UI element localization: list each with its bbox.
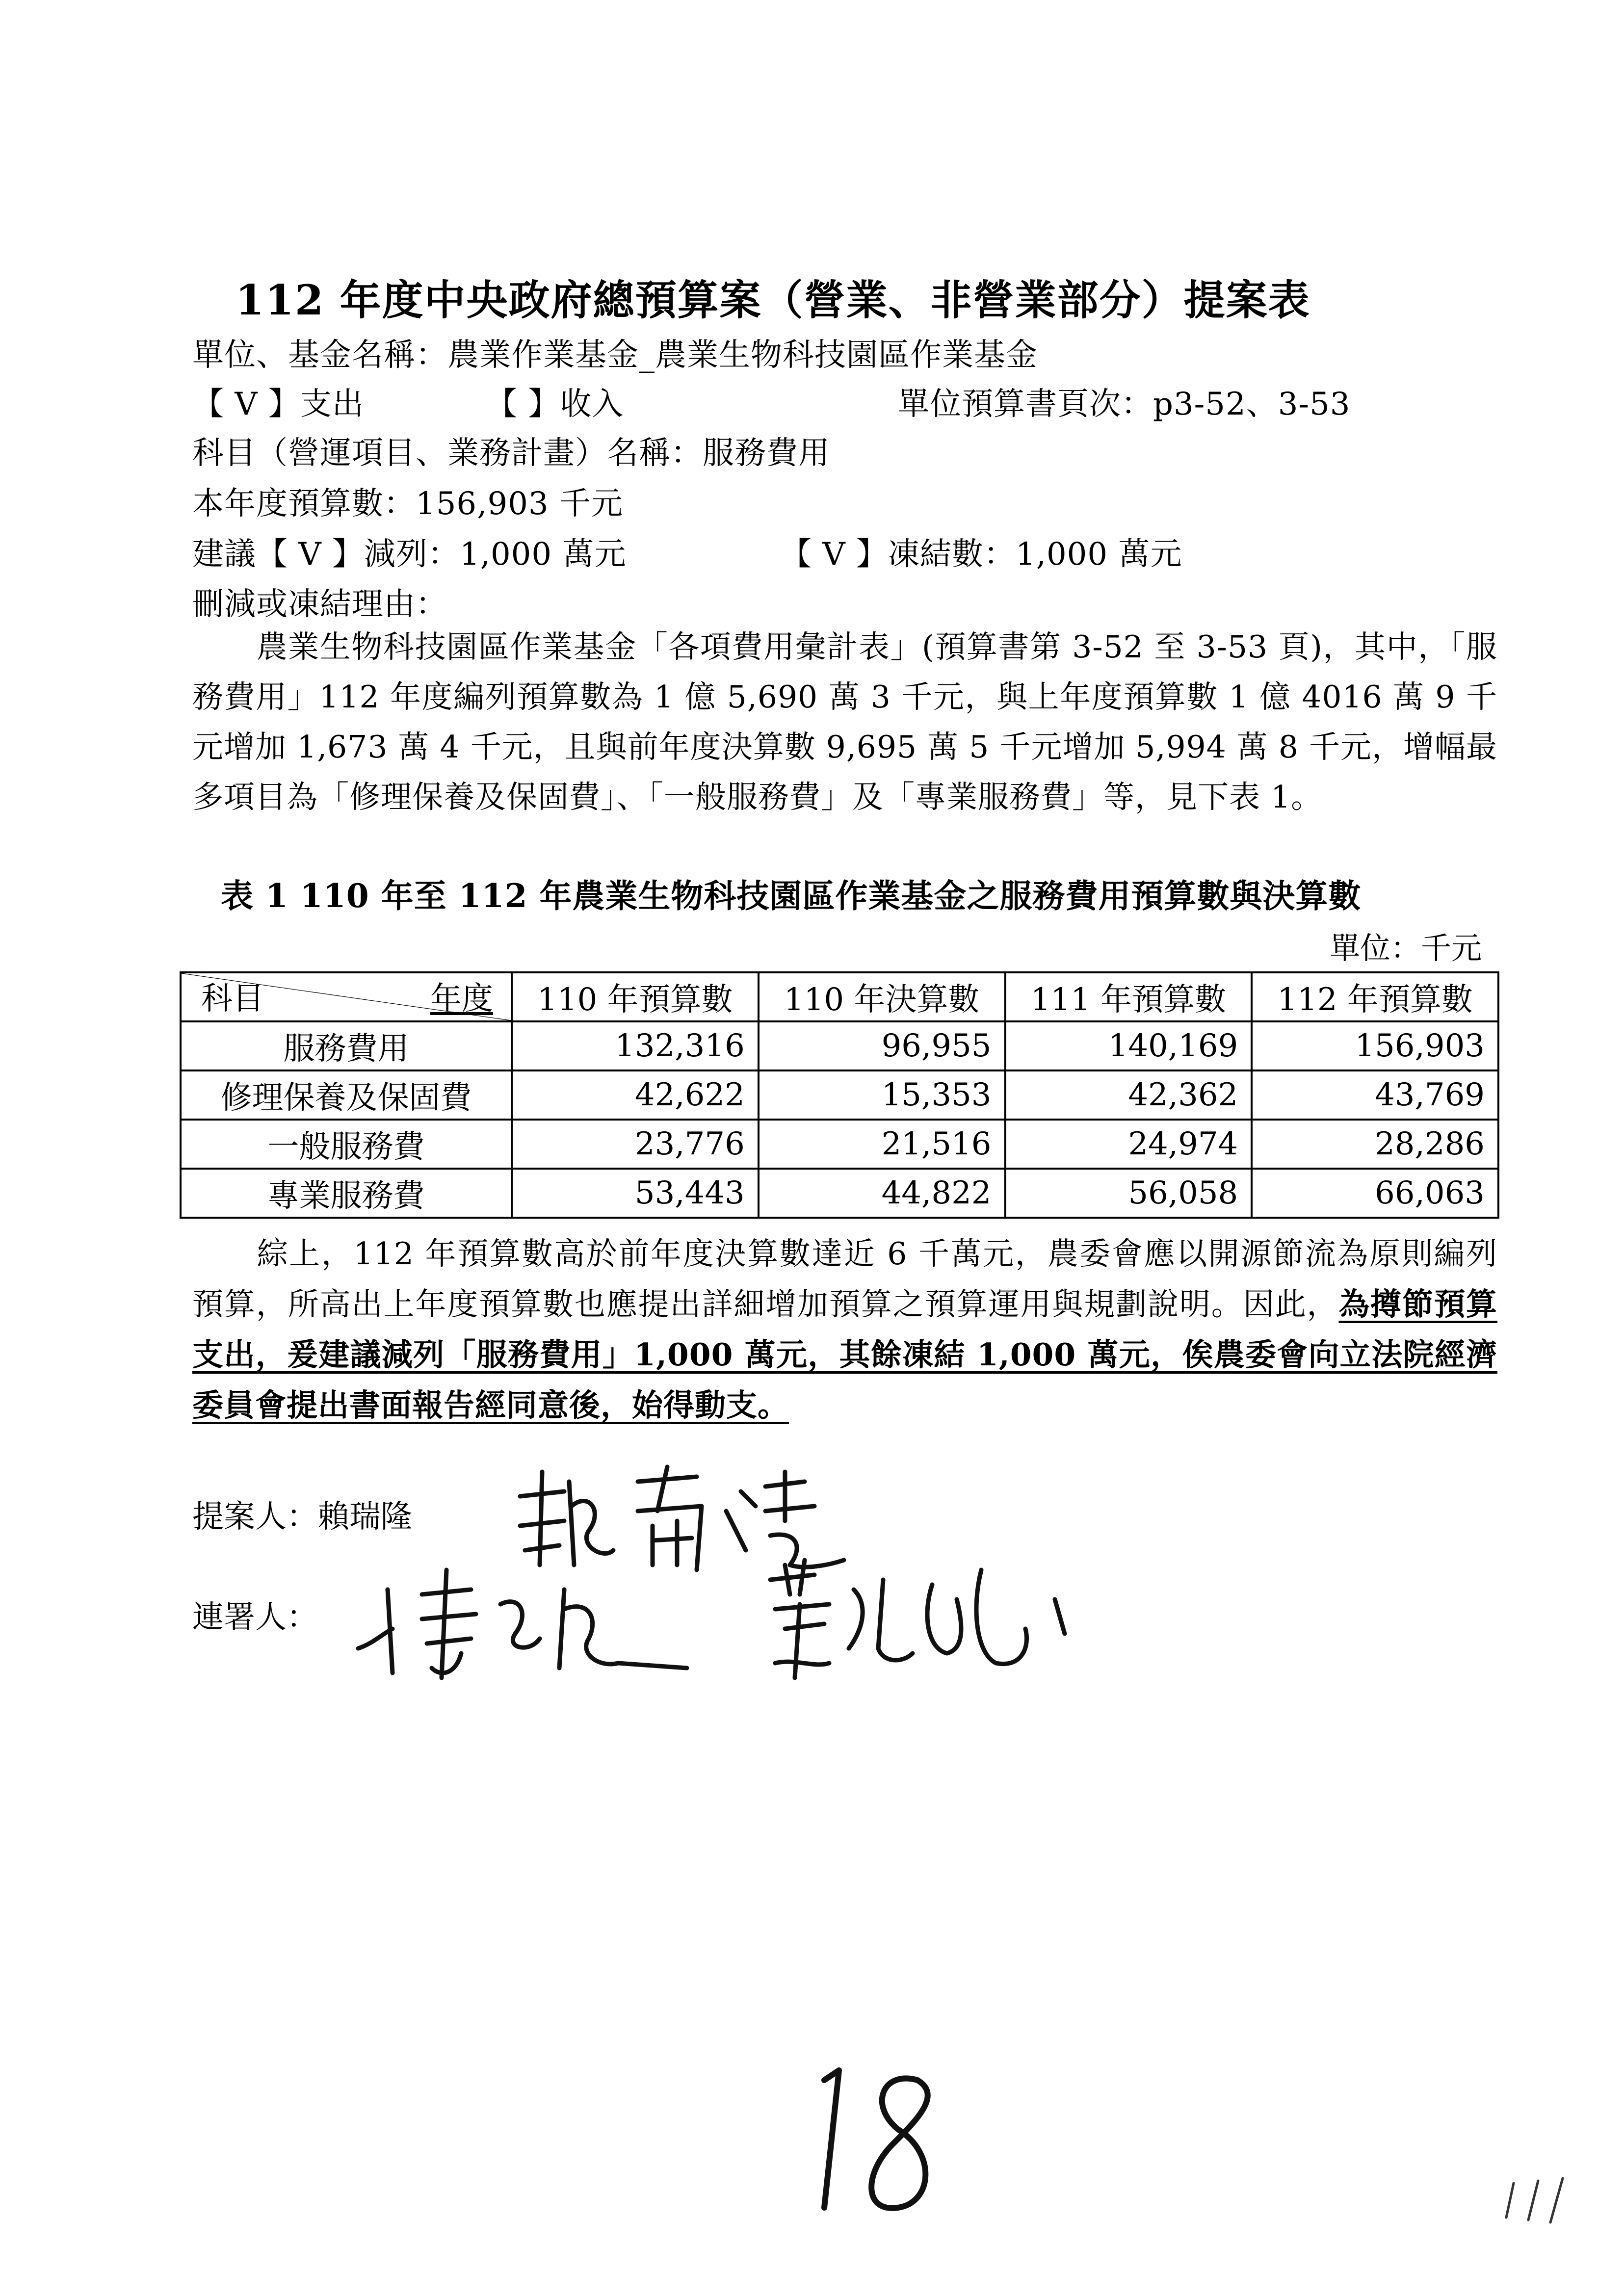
table-cell: 28,286 xyxy=(1252,1120,1498,1169)
document-title: 112 年度中央政府總預算案（營業、非營業部分）提案表 xyxy=(236,276,1310,324)
table-cell: 140,169 xyxy=(1005,1021,1252,1070)
unit-fund-name: 單位、基金名稱：農業作業基金_農業生物科技園區作業基金 xyxy=(192,337,1038,373)
reason-paragraph-2-text: 綜上，112 年預算數高於前年度決算數達近 6 千萬元，農委會應以開源節流為原則編列預算，所高出上年度預算數也應提出詳細增加預算之預算運用與規劃說明。因此， xyxy=(192,1236,1497,1322)
table-unit: 單位：千元 xyxy=(1329,930,1482,966)
row-label: 修理保養及保固費 xyxy=(181,1070,512,1120)
column-header: 112 年預算數 xyxy=(1252,972,1498,1021)
table-cell: 43,769 xyxy=(1252,1070,1498,1120)
cosigner-signatures xyxy=(343,1550,1109,1697)
column-header-label: 年度 xyxy=(430,981,494,1017)
subject-name: 科目（營運項目、業務計畫）名稱：服務費用 xyxy=(192,435,830,471)
column-header: 110 年決算數 xyxy=(759,972,1005,1021)
table-title: 表 1 110 年至 112 年農業生物科技園區作業基金之服務費用預算數與決算數 xyxy=(221,877,1362,915)
table-cell: 42,362 xyxy=(1005,1070,1252,1120)
row-label: 服務費用 xyxy=(181,1021,512,1070)
budget-pages: 單位預算書頁次：p3-52、3-53 xyxy=(898,386,1351,422)
proposer-label: 提案人：賴瑞隆 xyxy=(192,1499,412,1535)
table-cell: 66,063 xyxy=(1252,1169,1498,1218)
proposal-freeze: 【 V 】凍結數：1,000 萬元 xyxy=(780,536,1182,573)
row-label: 專業服務費 xyxy=(181,1169,512,1218)
table-row xyxy=(181,1120,1498,1169)
table-cell: 24,974 xyxy=(1005,1120,1252,1169)
table-cell: 21,516 xyxy=(759,1120,1005,1169)
page-number-handwritten xyxy=(795,2051,971,2237)
table-corner-cell xyxy=(181,972,512,1021)
row-header-label: 科目 xyxy=(201,981,264,1017)
reason-label: 刪減或凍結理由： xyxy=(192,586,447,623)
cosigner-label: 連署人： xyxy=(192,1599,318,1636)
expense-checkbox-label: 【 V 】支出 xyxy=(192,386,364,422)
table-row xyxy=(181,1169,1498,1218)
table-cell: 42,622 xyxy=(512,1070,759,1120)
table-cell: 44,822 xyxy=(759,1169,1005,1218)
table-header-row xyxy=(181,972,1498,1021)
reason-paragraph-1-text: 農業生物科技園區作業基金「各項費用彙計表」(預算書第 3-52 至 3-53 頁)，其中，「服務費用」112 年度編列預算數為 1 億 5,690 萬 3 千元，與上年度預算數 1 億 4016 萬 9 千元增加 1,673 萬 4 千元，且與前年度決算數 9,695 萬 5 千元增加 5,994 萬 8 千元，增幅最多項目為「修理保養及保固費」、「一般服務費」及「專業服務費」等，見下表 1。 xyxy=(192,629,1497,815)
column-header: 110 年預算數 xyxy=(512,972,759,1021)
table-cell: 15,353 xyxy=(759,1070,1005,1120)
row-label: 一般服務費 xyxy=(181,1120,512,1169)
corner-mark xyxy=(1492,2173,1575,2227)
proposal-emphasis: 為撙節預算支出，爰建議減列「服務費用」1,000 萬元，其餘凍結 1,000 萬元，俟農委會向立法院經濟委員會提出書面報告經同意後，始得動支。 xyxy=(192,1286,1498,1423)
table-cell: 56,058 xyxy=(1005,1169,1252,1218)
table-cell: 156,903 xyxy=(1252,1021,1498,1070)
table-cell: 23,776 xyxy=(512,1120,759,1169)
column-header: 111 年預算數 xyxy=(1005,972,1252,1021)
reason-paragraph-2 xyxy=(192,1229,1497,1431)
income-checkbox-label: 【 】收入 xyxy=(486,386,624,422)
proposal-cut: 建議【 V 】減列：1,000 萬元 xyxy=(192,536,627,573)
table-row xyxy=(181,1070,1498,1120)
table-cell: 53,443 xyxy=(512,1169,759,1218)
budget-table xyxy=(180,971,1499,1219)
current-budget: 本年度預算數：156,903 千元 xyxy=(192,486,623,522)
table-cell: 132,316 xyxy=(512,1021,759,1070)
table-cell: 96,955 xyxy=(759,1021,1005,1070)
reason-paragraph-1 xyxy=(192,622,1497,822)
table-row xyxy=(181,1021,1498,1070)
page-number-value: 18 xyxy=(875,2217,891,2230)
